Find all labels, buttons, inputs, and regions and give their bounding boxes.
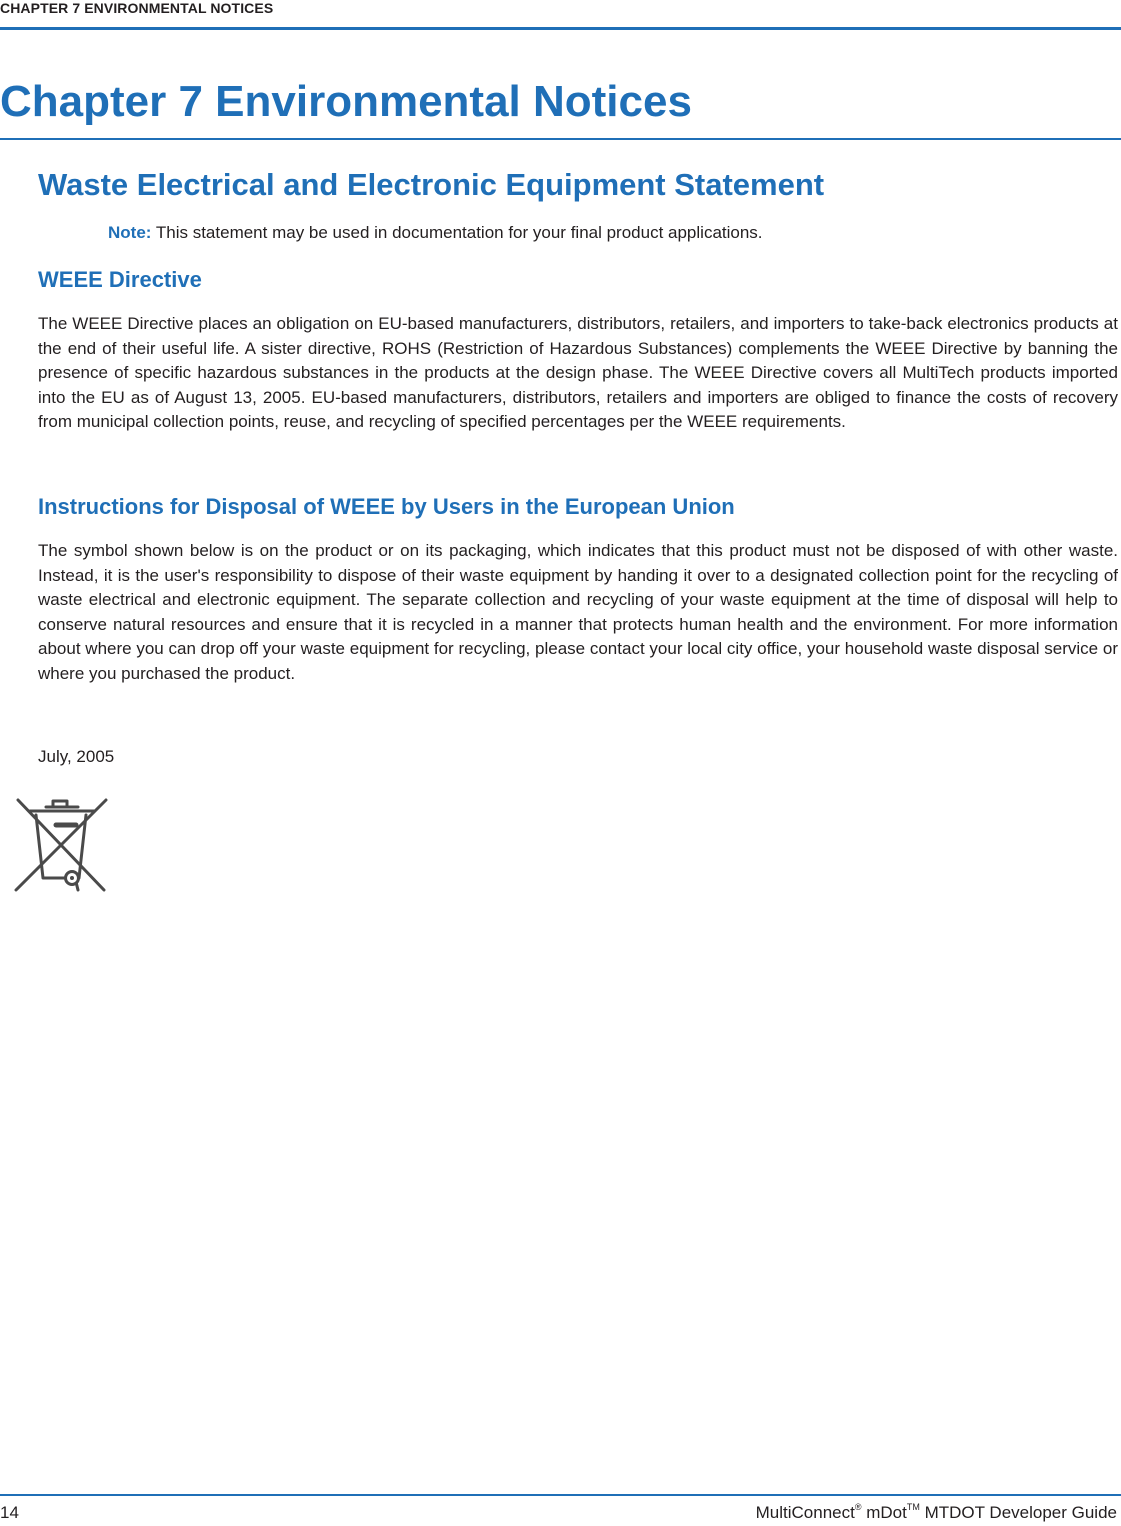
chapter-divider: [0, 138, 1121, 140]
crossed-out-wheelie-bin-icon: [12, 794, 110, 894]
guide-title: MTDOT Developer Guide: [919, 1503, 1117, 1522]
note-text: This statement may be used in documentation for your final product applications.: [151, 223, 763, 242]
statement-date: July, 2005: [38, 747, 115, 766]
disposal-heading: Instructions for Disposal of WEEE by Users in the European Union: [38, 494, 735, 519]
note-label: Note:: [108, 223, 152, 242]
registered-mark: ®: [854, 1502, 862, 1512]
running-header: CHAPTER 7 ENVIRONMENTAL NOTICES: [0, 0, 274, 16]
section-title: Waste Electrical and Electronic Equipment Statement: [38, 167, 825, 202]
product-model: mDot: [861, 1503, 907, 1522]
disposal-body: The symbol shown below is on the product or on its packaging, which indicates that this product must not be disposed of with other waste. Instead, it is the user's responsibility to dispose of their waste equipment by handing it over to a designated collection point for the recycling of waste electrical and electronic equipment. The separate collection and recycling of your waste equipment at the time of disposal will help to conserve natural resources and ensure that it is recycled in a manner that protects human health and the environment. For more information about where you can drop off your waste equipment for recycling, please contact your local city office, your household waste disposal service or where you purchased the product.: [38, 541, 1118, 683]
weee-directive-heading: WEEE Directive: [38, 267, 202, 292]
trademark-mark: TM: [906, 1502, 920, 1512]
chapter-title: Chapter 7 Environmental Notices: [0, 77, 692, 126]
page-number: 14: [0, 1503, 19, 1522]
note: [108, 223, 763, 243]
footer-divider: [0, 1494, 1121, 1496]
product-name: MultiConnect: [755, 1503, 855, 1522]
header-divider: [0, 27, 1121, 30]
footer-guide-title: [756, 1503, 1117, 1523]
weee-directive-body: The WEEE Directive places an obligation on EU-based manufacturers, distributors, retailers, and importers to take-back electronics products at the end of their useful life. A sister directive, ROHS (Restriction of Hazardous Substances) complements the WEEE Directive by banning the presence of specific hazardous substances in the products at the design phase. The WEEE Directive covers all MultiTech products imported into the EU as of August 13, 2005. EU-based manufacturers, distributors, retailers and importers are obliged to finance the costs of recovery from municipal collection points, reuse, and recycling of specified percentages per the WEEE requirements.: [38, 314, 1118, 431]
